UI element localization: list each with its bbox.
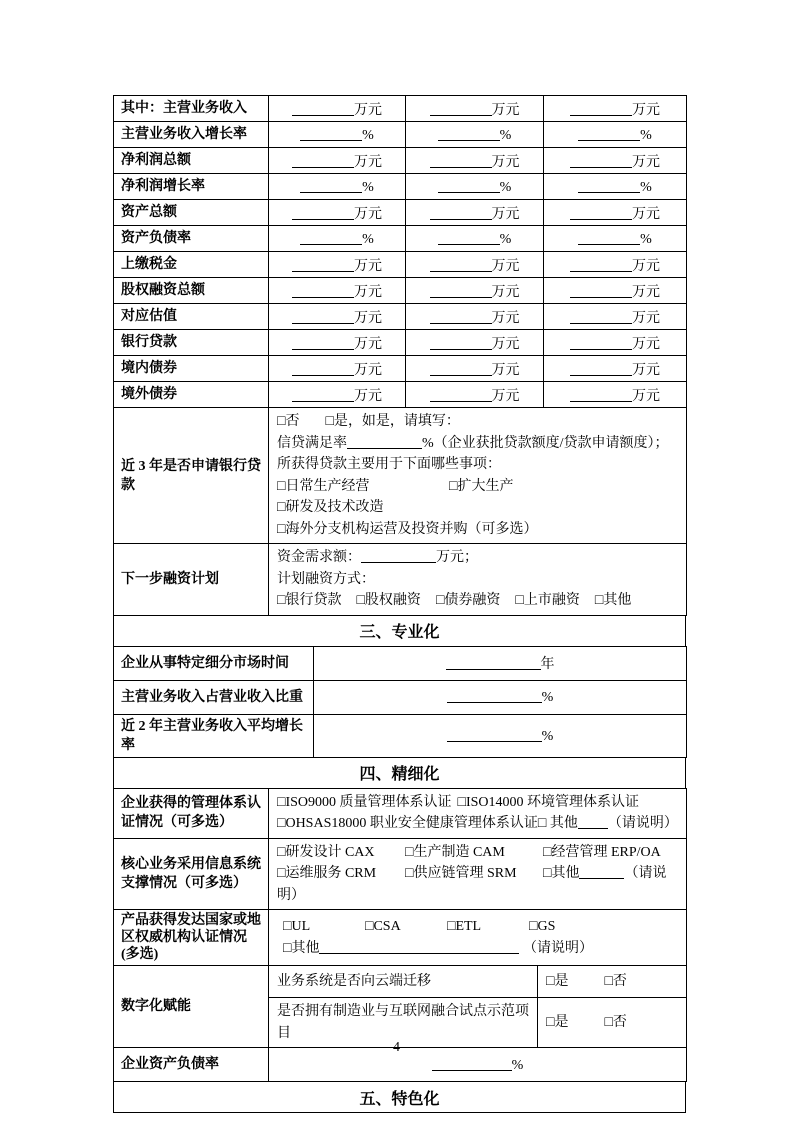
unit-label: 万元 [354, 102, 382, 118]
unit-label: 万元 [632, 206, 660, 222]
checkbox-option[interactable]: □ISO9000 质量管理体系认证 [277, 794, 452, 810]
fill-in-blank[interactable] [430, 309, 492, 324]
fill-in-blank[interactable] [292, 101, 354, 116]
checkbox-yes[interactable]: □是 [546, 973, 569, 989]
fill-in-blank[interactable] [430, 153, 492, 168]
financing-method-options [277, 590, 680, 612]
fill-in-blank[interactable] [578, 126, 640, 141]
unit-label: % [499, 231, 512, 247]
fill-in-blank[interactable] [570, 335, 632, 350]
unit-label: 万元 [491, 310, 520, 326]
unit-label: 万元 [632, 362, 660, 378]
unit-label: 万元 [354, 284, 382, 300]
section-header-table [113, 757, 686, 789]
fill-in-blank[interactable] [570, 309, 632, 324]
section-header-table [113, 1081, 686, 1113]
cert-line1 [277, 792, 680, 814]
unit-label: 万元 [632, 284, 660, 300]
unit-label: 万元 [491, 258, 520, 274]
fill-in-blank[interactable] [430, 257, 492, 272]
fill-in-blank[interactable] [292, 153, 354, 168]
fill-in-blank[interactable] [579, 864, 624, 879]
fill-in-blank[interactable] [438, 178, 500, 193]
fill-in-blank[interactable] [292, 257, 354, 272]
table-row [114, 330, 687, 356]
section-header-table [113, 615, 686, 647]
line-text: 信贷满足率 [277, 435, 347, 451]
checkbox-yes[interactable]: □是 [546, 1014, 569, 1030]
table-row [114, 788, 687, 838]
checkbox-option[interactable]: □股权融资 [356, 593, 421, 608]
fill-in-blank[interactable] [430, 335, 492, 350]
unit-label: % [362, 127, 374, 143]
unit-label: 万元 [354, 310, 382, 326]
row-label: 近 3 年是否申请银行贷款 [114, 408, 269, 544]
unit-label: % [499, 179, 512, 195]
row-label: 对应估值 [114, 304, 269, 330]
unit-label: 万元 [632, 336, 660, 352]
fill-in-blank[interactable] [570, 387, 632, 402]
product-cert-cell [269, 910, 687, 966]
table-row [114, 966, 687, 998]
section-title-specialization: 三、专业化 [114, 615, 686, 646]
table-row [114, 174, 687, 200]
row-label: 净利润总额 [114, 148, 269, 174]
unit-label: % [362, 231, 374, 247]
checkbox-option[interactable]: □其他 [283, 940, 320, 956]
digital-answer [538, 966, 687, 998]
financing-plan-cell [269, 544, 687, 616]
row-label: 上缴税金 [114, 252, 269, 278]
checkbox-option[interactable]: □供应链管理 SRM [405, 866, 517, 881]
fill-in-blank[interactable] [292, 335, 354, 350]
checkbox-option[interactable]: □CSA [365, 919, 401, 934]
table-row [114, 714, 687, 757]
unit-label: % [499, 127, 512, 143]
refinement-table [113, 788, 687, 1083]
fill-in-blank[interactable] [570, 101, 632, 116]
checkbox-option[interactable]: □ETL [447, 919, 482, 934]
fill-in-blank[interactable] [430, 205, 492, 220]
checkbox-no[interactable]: □否 [277, 414, 300, 429]
unit-label: 万元 [354, 336, 382, 352]
row-label: 产品获得发达国家或地区权威机构认证情况(多选) [114, 910, 269, 966]
fill-in-blank[interactable] [430, 387, 492, 402]
checkbox-option[interactable]: □研发及技术改造 [277, 500, 384, 515]
section-title-specialty: 五、特色化 [114, 1082, 686, 1113]
digital-question: 业务系统是否向云端迁移 [269, 966, 538, 998]
table-row [114, 200, 687, 226]
unit-label: 万元 [354, 206, 382, 222]
fill-in-blank[interactable] [570, 205, 632, 220]
row-label: 境内债券 [114, 356, 269, 382]
fill-in-blank[interactable] [292, 361, 354, 376]
unit-label: 万元 [491, 362, 520, 378]
checkbox-option[interactable]: □日常生产经营 [277, 478, 370, 494]
fill-in-blank[interactable] [347, 434, 422, 449]
fill-in-blank[interactable] [361, 548, 436, 563]
row-label: 资产负债率 [114, 226, 269, 252]
loan-usage-intro: 所获得贷款主要用于下面哪些事项： [277, 457, 501, 472]
row-label: 数字化赋能 [114, 966, 269, 1048]
fill-in-blank[interactable] [430, 361, 492, 376]
table-row [114, 252, 687, 278]
fill-in-blank[interactable] [292, 309, 354, 324]
unit-label: 万元 [632, 388, 660, 404]
unit-label: 万元 [632, 258, 660, 274]
fill-in-blank[interactable] [292, 387, 354, 402]
financial-table [113, 95, 687, 616]
checkbox-no[interactable]: □否 [604, 1014, 627, 1030]
line-text: （请说明） [607, 816, 678, 831]
checkbox-option[interactable]: □银行贷款 [277, 593, 342, 608]
checkbox-yes[interactable]: □是 [325, 414, 348, 429]
unit-label: 万元 [354, 362, 382, 378]
fill-in-blank[interactable] [438, 230, 500, 245]
checkbox-option[interactable]: □生产制造 CAM [405, 844, 505, 860]
product-cert-line2 [283, 938, 680, 960]
product-cert-line1 [283, 916, 680, 938]
row-label: 主营业务收入占营业收入比重 [114, 680, 314, 714]
table-row [114, 96, 687, 122]
line-text: （请说明） [277, 866, 667, 903]
checkbox-option[interactable]: □GS [529, 919, 556, 934]
unit-label: 万元 [632, 154, 660, 170]
fill-in-blank[interactable] [430, 283, 492, 298]
unit-label: % [511, 1057, 524, 1073]
checkbox-option[interactable]: □其他 [543, 866, 580, 881]
info-system-line2 [277, 863, 680, 906]
checkbox-option[interactable]: □运维服务 CRM [277, 866, 377, 881]
cert-line2 [277, 813, 680, 835]
unit-label: % [640, 127, 652, 143]
checkbox-option[interactable]: □海外分支机构运营及投资并购（可多选） [277, 521, 538, 537]
specialization-table [113, 646, 687, 758]
management-cert-cell [269, 788, 687, 838]
unit-label: 万元 [354, 154, 382, 170]
unit-label: % [640, 231, 652, 247]
credit-satisfaction-line [277, 433, 680, 455]
checkbox-option[interactable]: □经营管理 ERP/OA [543, 844, 661, 860]
info-system-cell [269, 838, 687, 910]
unit-label: 年 [540, 657, 555, 672]
row-label: 主营业务收入增长率 [114, 122, 269, 148]
unit-label: 万元 [491, 206, 520, 222]
checkbox-option[interactable]: □研发设计 CAX [277, 844, 375, 860]
row-label: 资产总额 [114, 200, 269, 226]
checkbox-option[interactable]: □其他 [594, 593, 632, 608]
checkbox-option[interactable]: □债券融资 [435, 593, 501, 608]
fill-in-blank[interactable] [578, 178, 640, 193]
fill-in-blank[interactable] [447, 727, 542, 742]
digital-question: 是否拥有制造业与互联网融合试点示范项目 [269, 998, 538, 1048]
table-row [114, 408, 687, 544]
table-row [114, 680, 687, 714]
row-label: 其中：主营业务收入 [114, 96, 269, 122]
unit-label: % [541, 690, 554, 705]
fill-in-blank[interactable] [292, 205, 354, 220]
checkbox-option[interactable]: □扩大生产 [449, 478, 514, 494]
fill-in-blank[interactable] [570, 283, 632, 298]
checkbox-no[interactable]: □否 [604, 973, 627, 989]
table-row [114, 304, 687, 330]
unit-label: 万元 [632, 310, 660, 326]
line-text: 万元； [436, 550, 478, 565]
line-text: ，如是，请填写： [347, 414, 460, 429]
line-text: %（企业获批贷款额度/贷款申请额度）； [422, 435, 669, 451]
row-label: 下一步融资计划 [114, 544, 269, 616]
section-title-refinement: 四、精细化 [114, 757, 686, 788]
row-label: 净利润增长率 [114, 174, 269, 200]
checkbox-option[interactable]: □ISO14000 环境管理体系认证 [457, 794, 640, 810]
info-system-line1 [277, 842, 680, 864]
row-label: 核心业务采用信息系统支撑情况（可多选） [114, 838, 269, 910]
row-label: 近 2 年主营业务收入平均增长率 [114, 714, 314, 757]
checkbox-option[interactable]: □上市融资 [515, 593, 580, 608]
fill-in-blank[interactable] [570, 361, 632, 376]
table-row [114, 382, 687, 408]
loan-usage-line2 [277, 497, 680, 540]
line-text: （请说明） [522, 940, 593, 956]
questionnaire-form [113, 95, 686, 1113]
table-row [114, 122, 687, 148]
unit-label: 万元 [491, 154, 520, 170]
unit-label: % [362, 179, 374, 195]
row-label: 企业获得的管理体系认证情况（可多选） [114, 788, 269, 838]
table-row [114, 278, 687, 304]
financing-method-intro: 计划融资方式： [277, 571, 375, 587]
fill-in-blank[interactable] [300, 178, 362, 193]
table-row [114, 838, 687, 910]
fill-in-blank[interactable] [438, 126, 500, 141]
checkbox-option[interactable]: □UL [283, 919, 311, 934]
bank-loan-cell [269, 408, 687, 544]
unit-label: 万元 [491, 388, 520, 404]
fill-in-blank[interactable] [570, 153, 632, 168]
table-row [114, 226, 687, 252]
table-row [114, 544, 687, 616]
loan-usage-line1 [277, 476, 680, 498]
unit-label: 万元 [632, 102, 660, 118]
table-row [114, 148, 687, 174]
checkbox-option[interactable]: □OHSAS18000 职业安全健康管理体系认证□ 其他 [277, 816, 578, 831]
fill-in-blank[interactable] [319, 939, 519, 954]
unit-label: 万元 [491, 284, 520, 300]
fill-in-blank[interactable] [300, 126, 362, 141]
bank-loan-line1 [277, 411, 680, 433]
fill-in-blank[interactable] [432, 1056, 512, 1071]
fill-in-blank[interactable] [292, 283, 354, 298]
fill-in-blank[interactable] [300, 230, 362, 245]
fill-in-blank[interactable] [446, 655, 541, 670]
line-text: 资金需求额： [277, 550, 361, 565]
row-label: 境外债券 [114, 382, 269, 408]
row-label: 企业从事特定细分市场时间 [114, 646, 314, 680]
row-label: 股权融资总额 [114, 278, 269, 304]
funding-amount-line [277, 547, 680, 569]
unit-label: % [541, 728, 554, 744]
unit-label: 万元 [491, 336, 520, 352]
row-label: 企业资产负债率 [114, 1048, 269, 1082]
table-row [114, 910, 687, 966]
fill-in-blank[interactable] [570, 257, 632, 272]
fill-in-blank[interactable] [578, 814, 608, 829]
unit-label: % [640, 179, 652, 195]
unit-label: 万元 [491, 102, 520, 118]
unit-label: 万元 [354, 388, 382, 404]
page-number: 4 [393, 1040, 400, 1055]
fill-in-blank[interactable] [430, 101, 492, 116]
unit-label: 万元 [354, 258, 382, 274]
fill-in-blank[interactable] [578, 230, 640, 245]
table-row [114, 646, 687, 680]
row-label: 银行贷款 [114, 330, 269, 356]
fill-in-blank[interactable] [447, 688, 542, 703]
table-row [114, 356, 687, 382]
